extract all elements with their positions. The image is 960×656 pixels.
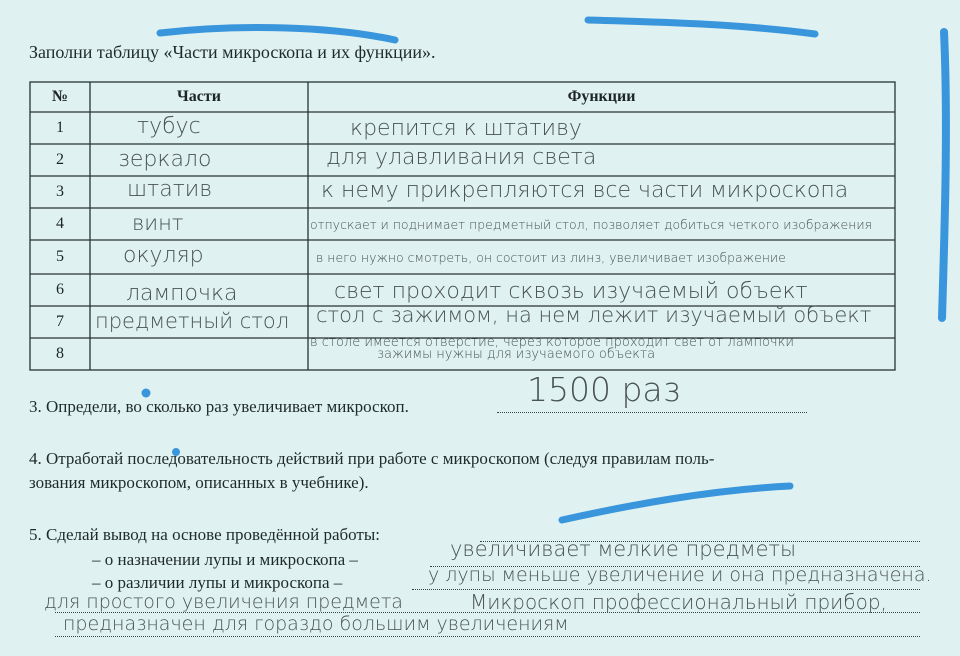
task3-answer-line xyxy=(497,412,807,413)
task5-item1: – о назначении лупы и микроскопа – xyxy=(92,550,358,569)
row-number: 4 xyxy=(56,215,64,232)
page-title: Заполни таблицу «Части микроскопа и их функции». xyxy=(29,42,436,62)
row-number: 7 xyxy=(56,313,64,330)
task5-item2: – о различии лупы и микроскопа – xyxy=(92,573,343,592)
task5-answer: у лупы меньше увеличение и она предназначена. xyxy=(428,564,932,586)
row-number: 3 xyxy=(56,183,64,200)
header-parts: Части xyxy=(177,88,221,105)
answer-line xyxy=(55,636,920,637)
row-number: 5 xyxy=(56,248,64,265)
part-answer: зеркало xyxy=(118,147,212,172)
function-answer: свет проходит сквозь изучаемый объект xyxy=(334,279,808,304)
function-answer: для улавливания света xyxy=(326,145,597,170)
row-number: 2 xyxy=(56,151,64,168)
task5-answer: для простого увеличения предмета xyxy=(44,591,403,613)
part-answer: предметный стол xyxy=(95,309,290,333)
row-number: 6 xyxy=(56,281,64,298)
task3-answer: 1500 раз xyxy=(527,370,681,409)
row-number: 8 xyxy=(56,345,64,362)
function-answer: в столе имеется отверстие, через которое проходит свет от лампочки xyxy=(310,335,794,350)
function-answer: отпускает и поднимает предметный стол, позволяет добиться четкого изображения xyxy=(310,217,872,232)
function-answer: зажимы нужны для изучаемого объекта xyxy=(377,347,656,362)
function-answer: в него нужно смотреть, он состоит из линз, увеличивает изображение xyxy=(316,250,786,265)
function-answer: стол с зажимом, на нем лежит изучаемый объект xyxy=(316,303,872,327)
task4-line1: 4. Отработай последовательность действий при работе с микроскопом (следуя правилам поль- xyxy=(29,449,715,468)
part-answer: окуляр xyxy=(123,243,204,268)
part-answer: лампочка xyxy=(126,281,238,306)
task5-text: 5. Сделай вывод на основе проведённой работы: xyxy=(29,525,380,544)
part-answer: тубус xyxy=(137,114,201,139)
task5-answer: увеличивает мелкие предметы xyxy=(450,537,797,561)
header-num: № xyxy=(51,88,69,105)
part-answer: штатив xyxy=(127,177,213,202)
function-answer: к нему прикрепляются все части микроскопа xyxy=(321,178,849,203)
row-number: 1 xyxy=(56,119,64,136)
task4-line2: зования микроскопом, описанных в учебнике). xyxy=(29,473,369,492)
task5-answer: предназначен для гораздо большим увеличениям xyxy=(63,613,569,635)
task3-text: 3. Определи, во сколько раз увеличивает микроскоп. xyxy=(29,397,409,416)
part-answer: винт xyxy=(132,211,184,235)
task5-answer: Микроскоп профессиональный прибор, xyxy=(470,590,887,614)
header-functions: Функции xyxy=(567,88,636,105)
function-answer: крепится к штативу xyxy=(350,116,582,141)
